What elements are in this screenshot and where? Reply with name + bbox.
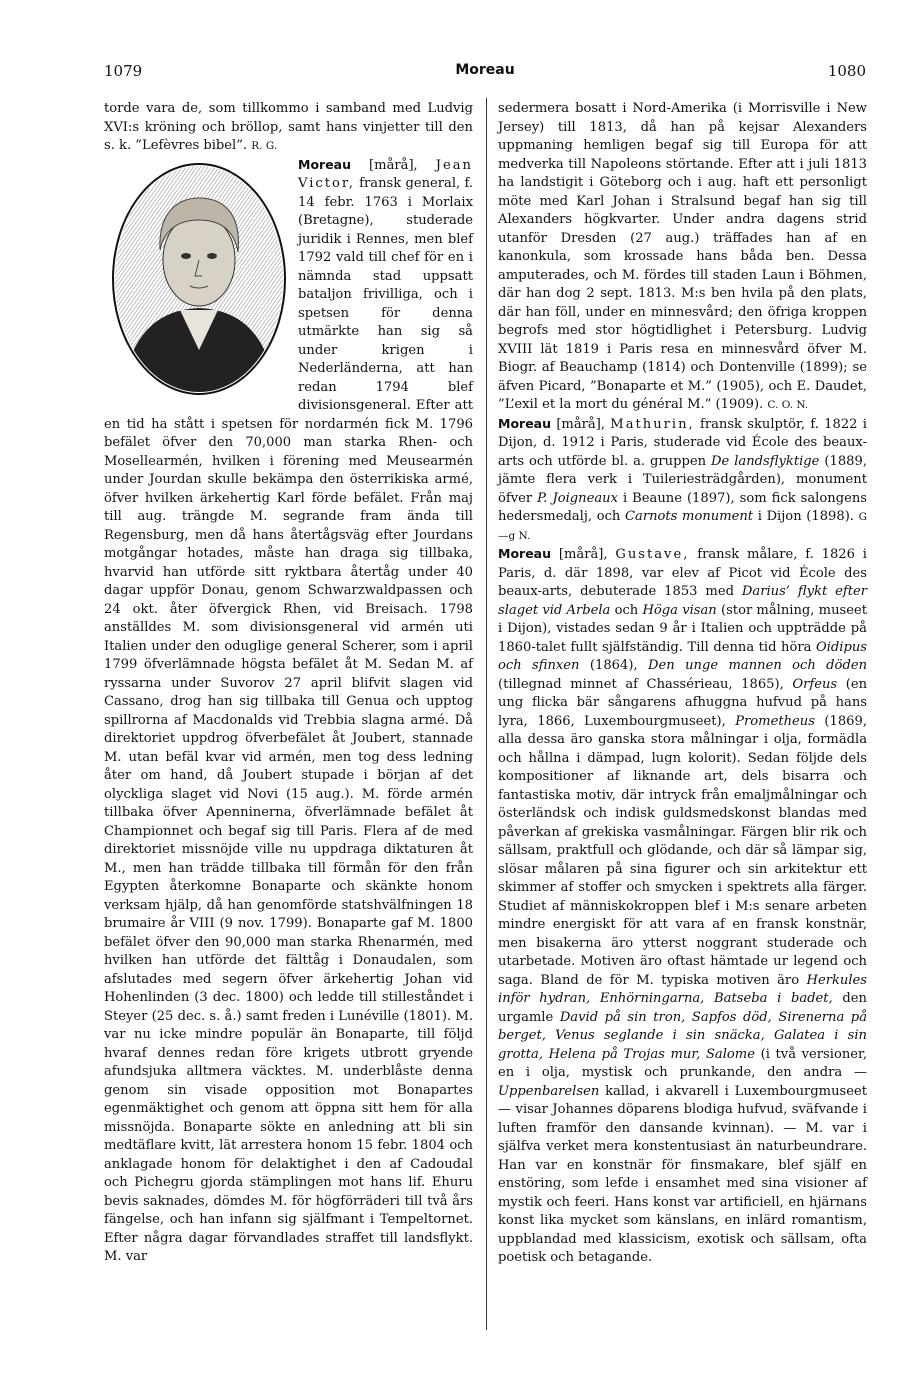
headword: Moreau bbox=[498, 546, 552, 561]
left-column bbox=[104, 100, 473, 1267]
page-number-left: 1079 bbox=[104, 62, 143, 80]
entry-name: Mathurin, bbox=[610, 416, 695, 432]
entry-moreau-mathurin: Moreau [mårå], Mathurin, fransk skulptör, f. 1822 i Dijon, d. 1912 i Paris, studerade vid École des beaux-arts och utförde bl. a. gruppen De landsflyktige (1889, jämte flera verk i Tuileriesträdgården), monument öfver P. Joigneaux i Beaune (1897), som fick salongens hedersmedalj, och Carnots monument i Dijon (1898). G—g N. bbox=[498, 415, 868, 542]
author-signature: R. G. bbox=[251, 140, 278, 152]
entry-moreau-jean-victor: Moreau [mårå], Jean Victor, fransk general, f. 14 febr. 1763 i Morlaix (Bretagne), studerade juridik i Rennes, men blef 1792 vald till chef för en i nämnda stad uppsatt bataljon frivilliga, och i spetsen för denna utmärkte han sig så under krigen i Nederländerna, att han redan 1794 blef divisionsgeneral. Efter att en tid ha stått i spetsen för nordarmén fick M. 1796 befälet öfver den 70,000 man starka Rhen- och Mosellearmén, hvilken i förening med Meusearmén under Jourdan skulle bekämpa den österrikiska armé, öfver hvilken ärkehertig Karl förde befälet. Från maj till aug. trängde M. segrande fram ända till Regensburg, men då hans återtågsväg efter Jourdans motgångar hotades, måste han draga sig tillbaka, hvarvid han utförde sitt ryktbara återtåg under 40 dagar uppför Donau, genom Schwarzwaldpassen och 24 okt. åter öfvergick Rhen, vid Breisach. 1798 anställdes M. som divisionsgeneral vid armén uti Italien under den oduglige general Scherer, som i april 1799 öfverlämnade högsta befälet åt M. Sedan M. af ryssarna under Suvorov 27 april blifvit slagen vid Cassano, drog han sig tillbaka till Genua och upptog spillrorna af Macdonalds vid Trebbia slagna armé. Då direktoriet uppdrog öfverbefälet åt Joubert, stannade M. utan befäl kvar vid armén, men tog dess ledning åter om hand, då Joubert stupade i början af det olyckliga slaget vid Novi (15 aug.). M. förde armén tillbaka öfver Apenninerna, öfverlämnade befälet åt Championnet och begaf sig till Paris. Flera af de med direktoriet missnöjde ville nu uppdraga diktaturen åt M., men han trädde tillbaka till förmån för den från Egypten återkomne Bonaparte och skänkte honom verksam hjälp, då han genomförde statshvälfningen 18 brumaire år VIII (9 nov. 1799). Bonaparte gaf M. 1800 befälet öfver den 90,000 man starka Rhenarmén, med hvilken han utförde det fälttåg i Donaudalen, som afslutades med segern öfver ärkehertig Johan vid Hohenlinden (3 dec. 1800) och ledde till stilleståndet i Steyer (25 dec. s. å.) samt freden i Lunéville (1801). M. var nu icke mindre populär än Bonaparte, till följd hvaraf dennes redan före krigets utbrott gryende afundsjuka alltmera väcktes. M. underblåste denna genom sin visade opposition mot Bonapartes egenmäktighet och genom att öppna sitt hem för alla missnöjda. Bonaparte sökte en anledning att bli sin medtäflare kvitt, lät arrestera honom 15 febr. 1804 och anklagade honom för delaktighet i den af Cadoudal och Pichegru gjorda stämplingen mot hans lif. Ehuru bevis saknades, dömdes M. för högförräderi till två års fängelse, och han infann sig själfmant i Tempeltornet. Efter några dagar förvandlades straffet till landsflykt. M. var bbox=[104, 156, 474, 1264]
entry-name: Jean Victor, bbox=[298, 157, 473, 191]
author-signature: C. O. N. bbox=[767, 399, 809, 411]
column-divider bbox=[486, 98, 487, 1330]
entry-continuation: sedermera bosatt i Nord-Amerika (i Morrisville i New Jersey) till 1813, då han på kejsar Alexanders uppmaning hemligen begaf sig till Europa för att medverka till Napoleons störtande. Efter att i juli 1813 ha landstigit i Göteborg och i aug. haft ett personligt möte med Karl Johan i Stralsund begaf han sig till Alexanders högkvarter. Under andra dagens strid utanför Dresden (27 aug.) träffades han af en kanonkula, som krossade hans båda ben. Dessa amputerades, och M. fördes till staden Laun i Böhmen, där han dog 2 sept. 1813. M:s ben hvila på den plats, där han föll, under en minnesvård; den öfriga kroppen begrofs med stor högtidlighet i Petersburg. Ludvig XVIII lät 1819 i Paris resa en minnesvård öfver M. Biogr. af Beauchamp (1814) och Dontenville (1899); se äfven Picard, ”Bonaparte et M.” (1905), och E. Daudet, ”L’exil et la mort du général M.” (1909). C. O. N. bbox=[498, 101, 867, 412]
running-head: Moreau bbox=[455, 62, 515, 78]
headword: Moreau bbox=[298, 156, 352, 172]
portrait-engraving-icon bbox=[110, 160, 288, 398]
page-header bbox=[104, 62, 866, 82]
headword: Moreau bbox=[498, 415, 552, 431]
right-column bbox=[498, 100, 867, 1268]
author-signature: G—g N. bbox=[498, 511, 868, 542]
page-number-right: 1080 bbox=[827, 62, 866, 80]
entry-name: Gustave, bbox=[615, 547, 690, 562]
entry-moreau-gustave: Moreau [mårå], Gustave, fransk målare, f. 1826 i Paris, d. där 1898, var elev af Picot vid École des beaux-arts, debuterade 1853 med Darius’ flykt efter slaget vid Arbela och Höga visan (stor målning, museet i Dijon), vistades sedan 9 år i Italien och uppträdde på 1860-talet fullt själfständig. Till denna tid höra Oidipus och sfinxen (1864), Den unge mannen och döden (tillegnad minnet af Chassérieau, 1865), Orfeus (en ung flicka bär sångarens afhuggna hufvud på hans lyra, 1866, Luxembourgmuseet), Prometheus (1869, alla dessa äro ganska stora målningar i olja, formädla och hållna i dämpad, lugn kolorit). Sedan följde dels kompositioner af liknande art, dels bisarra och fantastiska motiv, där intryck från emaljmålningar och österländsk och indisk guldsmedskonst blandas med påverkan af grekiska vasmålningar. Färgen blir rik och sällsam, praktfull och glödande, och där så lämpar sig, slösar målaren på sina figurer och sin arkitektur ett skimmer af stoffer och smycken i spektrets alla färger. Studiet af människokroppen blef i M:s senare arbeten mindre energiskt för att vara af en fransk konstnär, men bisakerna äro ytterst noggrant studerade och utarbetade. Motiven äro oftast hämtade ur legend och saga. Bland de för M. typiska motiven äro Herkules inför hydran, Enhörningarna, Batseba i badet, den urgamle David på sin tron, Sapfos död, Sirenerna på berget, Venus seglande i sin snäcka, Galatea i sin grotta, Helena på Trojas mur, Salome (i två versioner, en i olja, mystisk och prunkande, den andra — Uppenbarelsen kallad, i akvarell i Luxembourgmuseet — visar Johannes döparens blodiga hufvud, sväfvande i luften framför den dansande kvinnan). — M. var i själfva verket mera konstentusiast än naturbeundrare. Han var en konstnär för finsmakare, blef själf en enstöring, som lefde i ensamhet med sina visioner af mystik och feeri. Hans konst var artificiell, en hjärnans konst lika mycket som känslans, en inlärd romantism, uppblandad med klassicism, exotisk och sällsam, ofta poetisk och betagande. bbox=[498, 546, 868, 1265]
continuation-paragraph: torde vara de, som tillkommo i samband med Ludvig XVI:s kröning och bröllop, samt hans vinjetter till den s. k. ”Lefèvres bibel”. R. G. bbox=[104, 101, 473, 153]
